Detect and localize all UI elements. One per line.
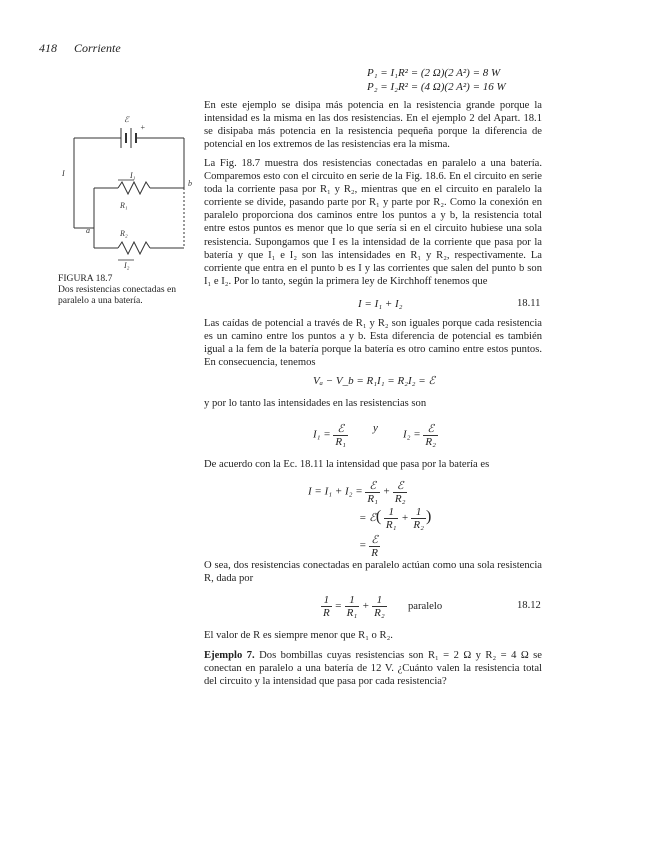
figure-caption-text: Dos resistencias conectadas en paralelo a una batería. [58,284,177,306]
current-i2-equation [403,422,438,448]
i2-denominator: R₂ [425,436,436,448]
sum-frac1-den: R₁ [367,493,378,505]
i1-numerator: ℰ [333,422,348,436]
sum-frac5-num: ℰ [369,533,380,547]
eq1812-lhs-den: R [323,607,330,619]
label-i1: I₁ [130,171,136,180]
paragraph-4: y por lo tanto las intensidades en las resistencias son [204,398,427,409]
sum-frac5-den: R [371,547,378,559]
sum-frac3-num: 1 [384,506,399,519]
paragraph-3: Las caídas de potencial a través de R₁ y R₂ son iguales porque cada resistencia es un camino entre los puntos a y b. Esta diferencia de potencial es también igual a la fem de la batería porque la batería es otro camino entre estos puntos. En consecuencia, tenemos [204,318,542,369]
voltage-equation: Vₐ − V_b = R₁I₁ = R₂I₂ = ℰ [313,375,436,387]
conjunction-y: y [373,422,378,434]
label-plus: + [140,123,146,132]
sum-frac2-num: ℰ [393,479,408,493]
label-node-b: b [188,179,192,188]
paragraph-2: La Fig. 18.7 muestra dos resistencias conectadas en paralelo a una batería. Comparemos esto con el circuito en serie de la Fig. 18.6. En el circuito en serie toda la corriente pasa por R₁ y R₂, mientras que en el circuito en paralelo la corriente se divide, pasando parte por R₁ y parte por R₂. Como la conexión en paralelo proporciona dos caminos entre los puntos a y b, la resistencia total entre estos puntos es menor que lo que sería si en el circuito hubiese una sola resistencia. Supongamos que I es la intensidad de la corriente que pasa por la batería y que I₁ e I₂ son las intensidades en R₁ y R₂, respectivamente. La corriente que entra en el punto b es I y las corrientes que salen del punto b son I₁ e I₂. Por lo tanto, según la primera ley de Kirchhoff tenemos que [204,158,542,287]
i2-lhs: I₂ = [403,428,421,441]
running-title: Corriente [74,41,121,55]
i1-denominator: R₁ [335,436,346,448]
example-text: Dos bombillas cuyas resistencias son R₁ = 2 Ω y R₂ = 4 Ω se conectan en paralelo a una batería de 12 V. ¿Cuánto valen la resistencia total del circuito y la intensidad que pasa por cada resistencia? [204,650,542,688]
label-r1: R₁ [120,201,128,210]
resistor-r2 [118,242,150,254]
sum-plus-1: + [382,485,391,498]
paragraph-6: O sea, dos resistencias conectadas en paralelo actúan como una sola resistencia R, dada por [204,560,542,585]
parallel-label: paralelo [408,601,443,612]
page-header [39,41,121,56]
sum-equation-line-1 [308,479,407,505]
page-number: 418 [39,41,57,55]
label-r2: R₂ [120,229,128,238]
eq1812-plus: + [361,600,370,613]
eq1812-frac1-den: R₁ [346,607,358,619]
resistor-r1 [118,182,150,194]
label-emf: ℰ [124,115,129,124]
sum-line3-lhs: = [359,539,367,552]
sum-frac2-den: R₂ [394,493,406,505]
example-7 [204,649,542,688]
sum-frac3-den: R₁ [385,519,397,531]
eq1812-lhs-num: 1 [321,594,332,607]
power-equation-2: P₂ = I₂R² = (4 Ω)(2 A²) = 16 W [367,81,506,93]
label-i2: I₂ [124,261,130,270]
sum-equation-line-3 [359,533,380,559]
sum-frac4-num: 1 [411,506,426,519]
i1-lhs: I₁ = [313,428,331,441]
label-i-left: I [62,169,65,178]
label-node-a: a [86,226,90,235]
sum-plus-2: + [401,512,409,525]
paragraph-1: En este ejemplo se disipa más potencia en la resistencia grande porque la intensidad es la misma en las dos resistencias. En el ejemplo 2 del Apart. 18.1 se disipaba más potencia en la resistencia pequeña porque la diferencia de potencial en los extremos de las resistencias era la misma. [204,100,542,151]
sum-equation-line-2: = ℰ( $\frac{1}{\text{R₁}}$ + $\frac{1}{\text{R₂}}$ ) [359,506,432,531]
eq1812-frac2-den: R₂ [374,607,385,619]
equation-number-18-12: 18.12 [517,600,541,611]
figure-18-7-circuit [58,108,198,270]
eq1812-frac2-num: 1 [372,594,387,607]
sum-frac1-num: ℰ [365,479,380,493]
equation-18-11: I = I₁ + I₂ [358,298,403,310]
example-label: Ejemplo 7. [204,650,255,661]
i2-numerator: ℰ [423,422,438,436]
sum-line2-lhs: = ℰ [359,512,376,525]
figure-caption [58,273,198,306]
paragraph-7: El valor de R es siempre menor que R₁ o R₂. [204,630,393,641]
figure-caption-title: FIGURA 18.7 [58,273,113,284]
sum-frac4-den: R₂ [413,519,424,531]
equation-18-12: $\frac{1}{R}$ = $\frac{1}{\text{R₁}}$ + $\frac{1}{\text{R₂}}$ [323,594,385,619]
eq1812-frac1-num: 1 [345,594,360,607]
paragraph-5: De acuerdo con la Ec. 18.11 la intensidad que pasa por la batería es [204,459,490,470]
power-equation-1: P₁ = I₁R² = (2 Ω)(2 A²) = 8 W [367,67,501,79]
current-i1-equation [313,422,348,448]
sum-line1-lhs: I = I₁ + I₂ = [308,485,363,498]
equation-number-18-11: 18.11 [517,298,541,309]
